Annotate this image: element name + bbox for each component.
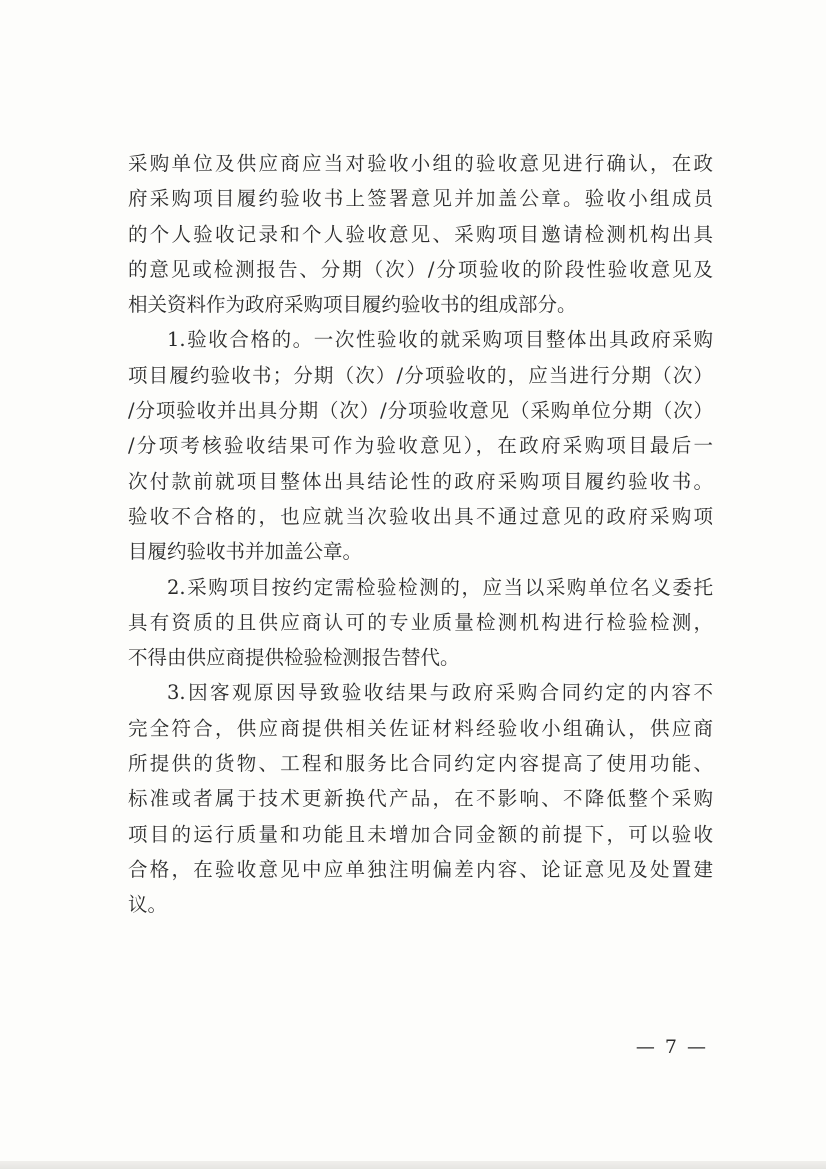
page-bottom-edge (0, 1161, 826, 1169)
text-line: 3.因客观原因导致验收结果与政府采购合同约定的内容不 (167, 681, 713, 705)
text-line: 采购单位及供应商应当对验收小组的验收意见进行确认，在政 (128, 152, 713, 175)
text-line: 议。 (128, 893, 168, 917)
text-line: 合格，在验收意见中应单独注明偏差内容、论证意见及处置建 (128, 857, 713, 881)
text-line: 目履约验收书并加盖公章。 (128, 540, 363, 564)
text-line: 2.采购项目按约定需检验检测的，应当以采购单位名义委托 (167, 575, 713, 599)
text-line: 完全符合，供应商提供相关佐证材料经验收小组确认，供应商 (128, 716, 713, 740)
text-line: 的个人验收记录和个人验收意见、采购项目邀请检测机构出具 (128, 222, 713, 246)
text-line: 相关资料作为政府采购项目履约验收书的组成部分。 (128, 293, 577, 317)
text-line: 所提供的货物、工程和服务比合同约定内容提高了使用功能、 (128, 752, 713, 776)
page-number: — 7 — (635, 1036, 708, 1058)
text-line: 标准或者属于技术更新换代产品，在不影响、不降低整个采购 (128, 787, 713, 811)
text-line: 项目履约验收书；分期（次）/分项验收的，应当进行分期（次） (128, 363, 713, 387)
body-text (128, 146, 713, 923)
text-line: 1.验收合格的。一次性验收的就采购项目整体出具政府采购 (167, 328, 713, 352)
text-line: 项目的运行质量和功能且未增加合同金额的前提下，可以验收 (128, 822, 713, 846)
text-line: 具有资质的且供应商认可的专业质量检测机构进行检验检测， (128, 610, 713, 634)
text-line: /分项考核验收结果可作为验收意见），在政府采购项目最后一 (128, 434, 713, 458)
text-line: 验收不合格的，也应就当次验收出具不通过意见的政府采购项 (128, 504, 713, 528)
text-line: 的意见或检测报告、分期（次）/分项验收的阶段性验收意见及 (128, 257, 713, 281)
text-line: 不得由供应商提供检验检测报告替代。 (128, 646, 460, 670)
text-line: /分项验收并出具分期（次）/分项验收意见（采购单位分期（次） (128, 399, 713, 423)
text-line: 府采购项目履约验收书上签署意见并加盖公章。验收小组成员 (128, 187, 713, 211)
text-line: 次付款前就项目整体出具结论性的政府采购项目履约验收书。 (128, 469, 713, 493)
